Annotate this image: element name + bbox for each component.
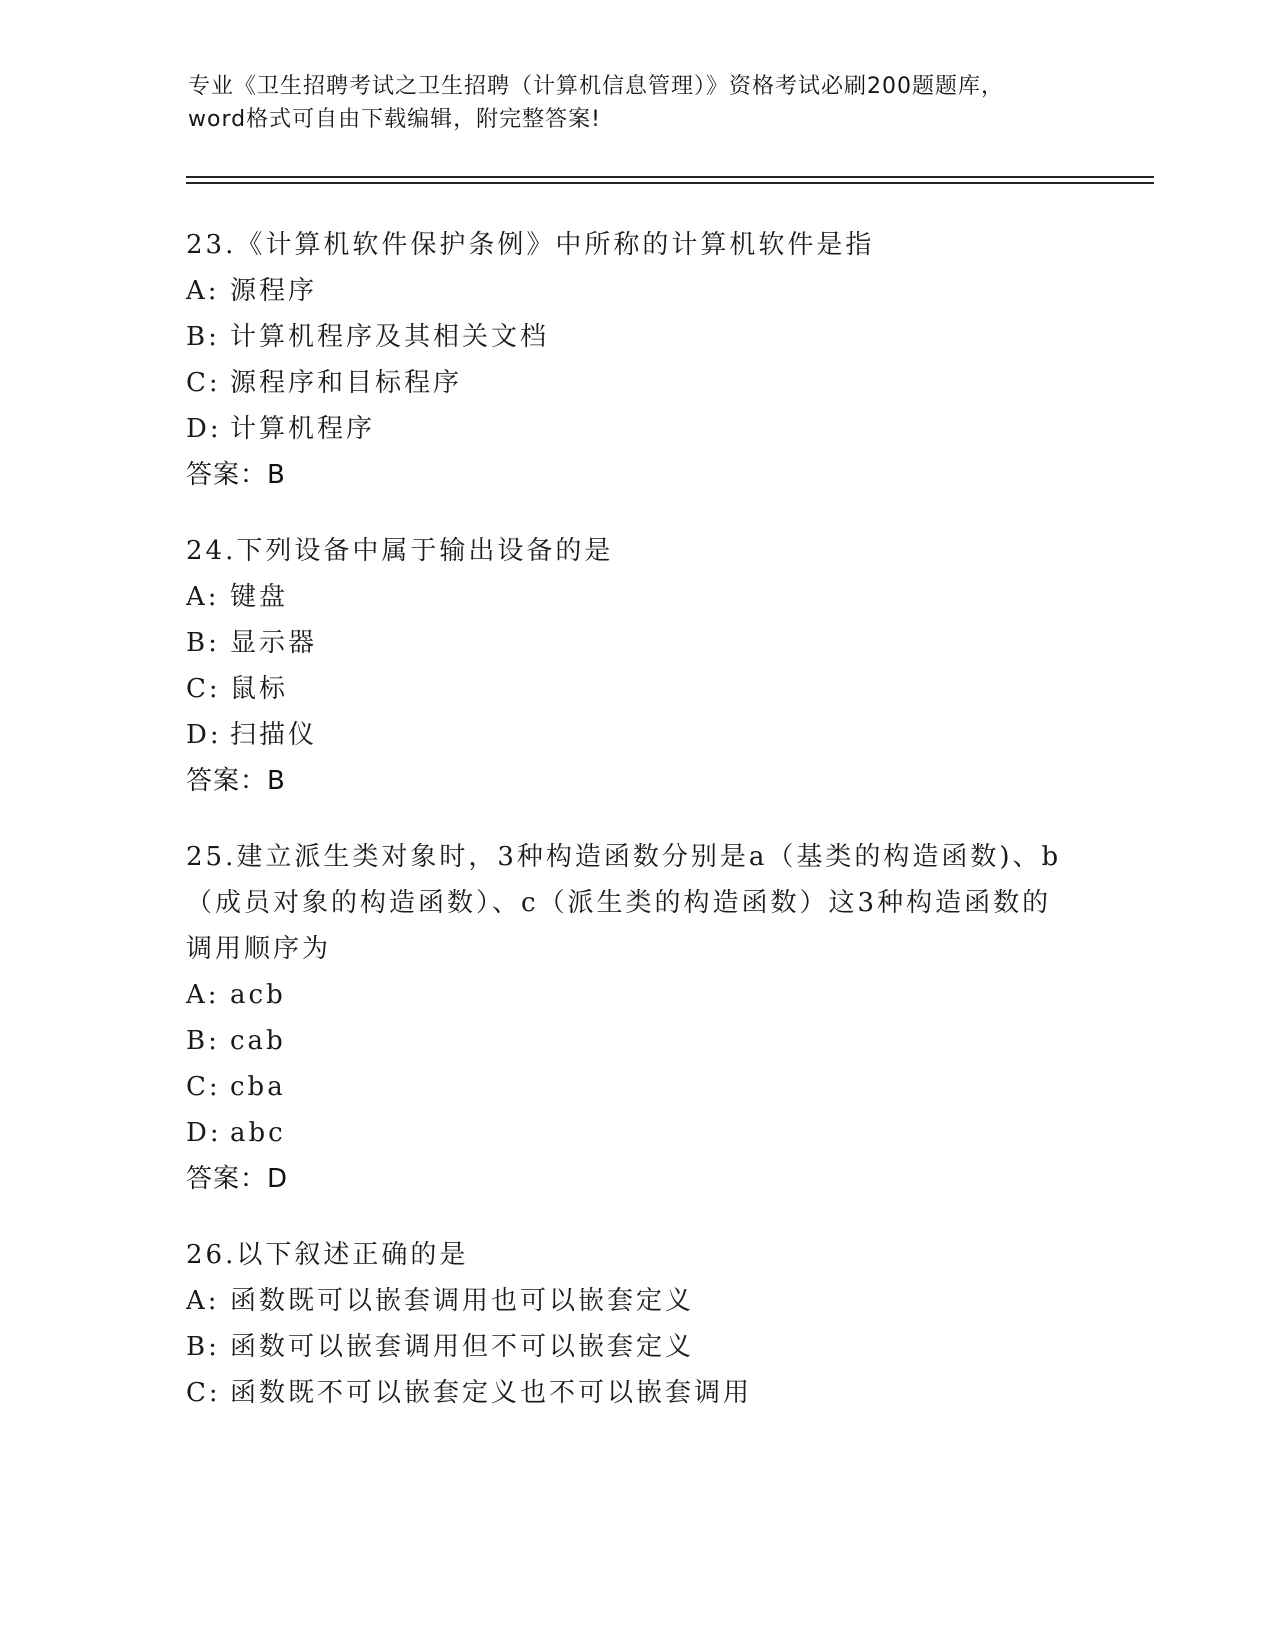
option-letter: C: (186, 1072, 221, 1102)
option-text: 源程序和目标程序 (230, 368, 463, 398)
option-text: cab (230, 1026, 286, 1056)
option-letter: C: (186, 674, 221, 704)
header-divider-bottom (186, 182, 1154, 184)
question-25 (186, 834, 1106, 1202)
option-letter: A: (186, 582, 220, 612)
option-text: 计算机程序 (230, 414, 376, 444)
option-text: acb (230, 980, 286, 1010)
question-stem: 26.以下叙述正确的是 (186, 1240, 469, 1270)
option-text: 函数既可以嵌套调用也可以嵌套定义 (230, 1286, 695, 1316)
option-letter: A: (186, 1286, 220, 1316)
option-b (186, 314, 1106, 360)
option-text: 计算机程序及其相关文档 (230, 322, 550, 352)
option-text: abc (230, 1118, 286, 1148)
header-title-line-2: word格式可自由下载编辑，附完整答案! (188, 107, 601, 132)
question-26 (186, 1232, 1106, 1416)
question-stem-line-3: 调用顺序为 (186, 934, 332, 964)
answer-label: 答案：B (186, 460, 286, 490)
option-c (186, 666, 1106, 712)
option-text: 函数既不可以嵌套定义也不可以嵌套调用 (230, 1378, 753, 1408)
option-text: cba (230, 1072, 286, 1102)
option-letter: C: (186, 368, 221, 398)
question-stem-line-2: （成员对象的构造函数）、c（派生类的构造函数）这3种构造函数的 (186, 888, 1052, 918)
option-c (186, 1370, 1106, 1416)
option-d (186, 406, 1106, 452)
option-b (186, 1018, 1106, 1064)
header-divider-top (186, 176, 1154, 178)
option-text: 键盘 (230, 582, 289, 612)
question-stem: 24.下列设备中属于输出设备的是 (186, 536, 614, 566)
option-d (186, 1110, 1106, 1156)
option-letter: B: (186, 1332, 220, 1362)
option-letter: C: (186, 1378, 221, 1408)
option-letter: D: (186, 1118, 222, 1148)
option-letter: B: (186, 628, 220, 658)
question-stem: 23.《计算机软件保护条例》中所称的计算机软件是指 (186, 230, 875, 260)
option-letter: A: (186, 980, 220, 1010)
option-text: 显示器 (230, 628, 318, 658)
answer-label: 答案：D (186, 1164, 289, 1194)
question-23 (186, 222, 1106, 498)
option-letter: D: (186, 414, 222, 444)
option-a (186, 574, 1106, 620)
option-text: 扫描仪 (230, 720, 318, 750)
option-letter: A: (186, 276, 220, 306)
option-text: 函数可以嵌套调用但不可以嵌套定义 (230, 1332, 695, 1362)
option-text: 源程序 (230, 276, 318, 306)
header-title-line-1: 专业《卫生招聘考试之卫生招聘（计算机信息管理）》资格考试必刷200题题库， (188, 74, 1004, 99)
option-d (186, 712, 1106, 758)
option-c (186, 360, 1106, 406)
option-b (186, 620, 1106, 666)
answer-label: 答案：B (186, 766, 286, 796)
option-c (186, 1064, 1106, 1110)
option-text: 鼠标 (230, 674, 289, 704)
option-letter: B: (186, 322, 220, 352)
question-stem-line-1: 25.建立派生类对象时，3种构造函数分别是a（基类的构造函数)、b (186, 842, 1062, 872)
option-letter: D: (186, 720, 222, 750)
question-24 (186, 528, 1106, 804)
option-a (186, 1278, 1106, 1324)
option-b (186, 1324, 1106, 1370)
option-letter: B: (186, 1026, 220, 1056)
option-a (186, 268, 1106, 314)
document-header (188, 70, 1088, 136)
option-a (186, 972, 1106, 1018)
